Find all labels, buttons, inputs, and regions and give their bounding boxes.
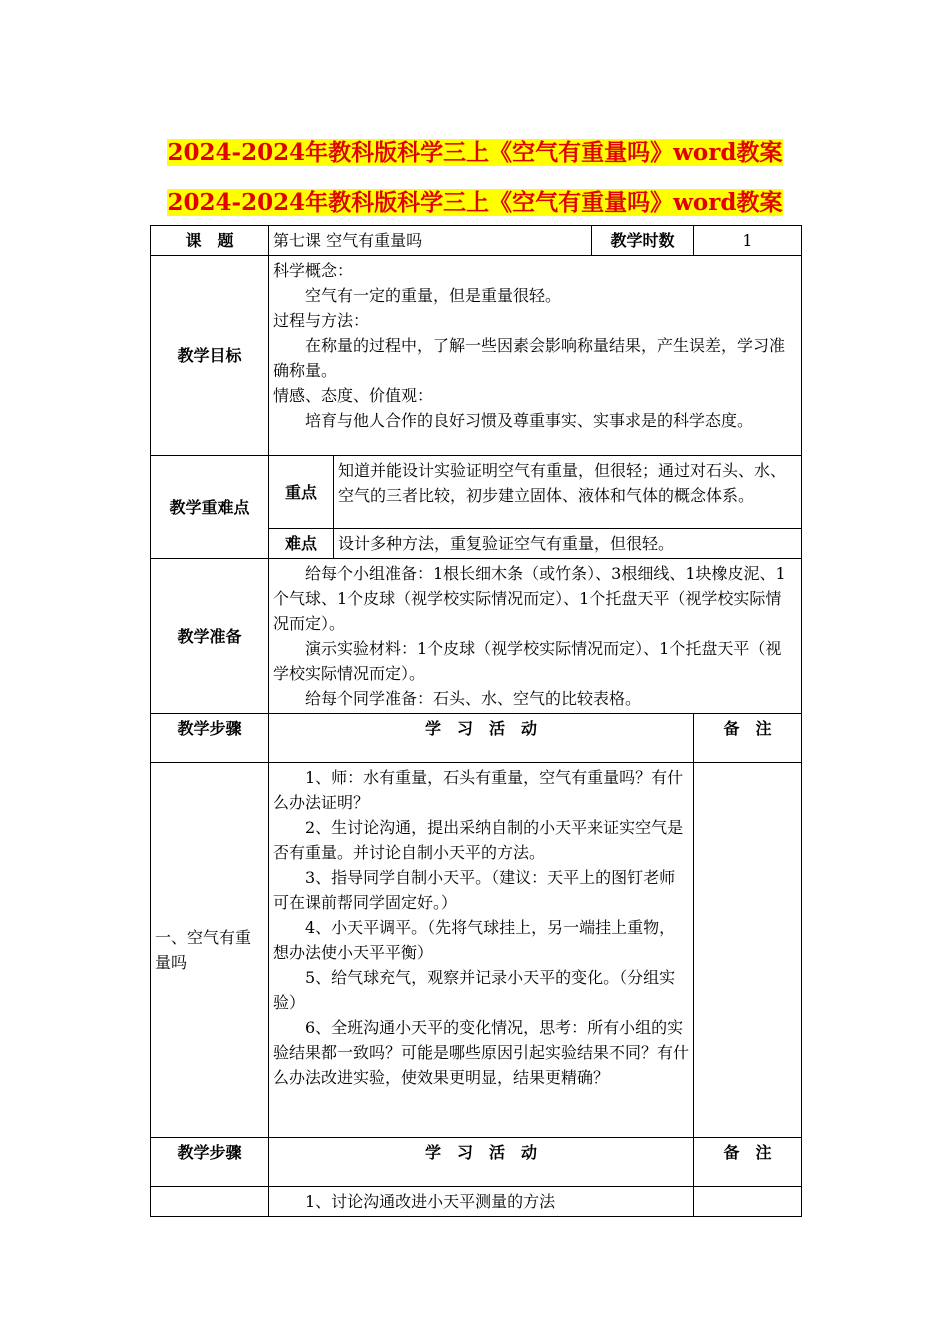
lesson-value: 第七课 空气有重量吗 <box>269 226 592 256</box>
document-title: 2024-2024年教科版科学三上《空气有重量吗》word教案 <box>167 139 783 166</box>
lesson-row <box>151 226 802 256</box>
lesson-label: 课 题 <box>151 226 269 256</box>
steps-header-row <box>151 714 802 763</box>
document-title-repeat: 2024-2024年教科版科学三上《空气有重量吗》word教案 <box>167 189 783 216</box>
activity-line: 4、小天平调平。（先将气球挂上，另一端挂上重物，想办法使小天平平衡） <box>273 918 676 962</box>
objective-line: 空气有一定的重量，但是重量很轻。 <box>305 286 562 305</box>
activity-line: 6、全班沟通小天平的变化情况，思考：所有小组的实验结果都一致吗？可能是哪些原因引起实验结果不同？有什么办法改进实验，使效果更明显，结果更精确？ <box>273 1018 690 1087</box>
objective-line: 情感、态度、价值观： <box>273 386 434 405</box>
preparation-line: 给每个同学准备：石头、水、空气的比较表格。 <box>305 689 642 708</box>
section2-note <box>694 1187 802 1217</box>
keypoint-row <box>151 456 802 529</box>
section2-content <box>269 1187 694 1217</box>
activity-line: 1、师：水有重量，石头有重量，空气有重量吗？有什么办法证明？ <box>273 768 684 812</box>
preparation-line: 给每个小组准备：1根长细木条（或竹条）、3根细线、1块橡皮泥、1个气球、1个皮球（视学校实际情况而定）、1个托盘天平（视学校实际情况而定）。 <box>273 564 786 633</box>
steps-label-2: 教学步骤 <box>151 1138 269 1187</box>
difficulty-text: 设计多种方法，重复验证空气有重量，但很轻。 <box>334 529 802 559</box>
activity-line: 5、给气球充气，观察并记录小天平的变化。（分组实验） <box>273 968 676 1012</box>
key-text: 知道并能设计实验证明空气有重量，但很轻；通过对石头、水、空气的三者比较，初步建立固体、液体和气体的概念体系。 <box>334 456 802 529</box>
difficulty-label: 难点 <box>269 529 334 559</box>
section1-content <box>269 763 694 1138</box>
section2-row <box>151 1187 802 1217</box>
preparation-label: 教学准备 <box>151 559 269 714</box>
objective-line: 科学概念： <box>273 261 354 280</box>
activity-line: 2、生讨论沟通，提出采纳自制的小天平来证实空气是否有重量。并讨论自制小天平的方法。 <box>273 818 684 862</box>
section2-label <box>151 1187 269 1217</box>
steps-header-row-2 <box>151 1138 802 1187</box>
objective-line: 过程与方法： <box>273 311 370 330</box>
preparation-line: 演示实验材料：1个皮球（视学校实际情况而定）、1个托盘天平（视学校实际情况而定）。 <box>273 639 782 683</box>
preparation-row <box>151 559 802 714</box>
preparation-content <box>269 559 802 714</box>
objective-line: 培育与他人合作的良好习惯及尊重事实、实事求是的科学态度。 <box>305 411 754 430</box>
objectives-content <box>269 256 802 456</box>
activity-line: 3、指导同学自制小天平。（建议：天平上的图钉老师可在课前帮同学固定好。） <box>273 868 676 912</box>
activity-line: 1、讨论沟通改进小天平测量的方法 <box>305 1192 556 1211</box>
lesson-plan-table <box>150 225 802 1217</box>
hours-value: 1 <box>694 226 802 256</box>
steps-label: 教学步骤 <box>151 714 269 763</box>
key-label: 重点 <box>269 456 334 529</box>
note-header-2: 备 注 <box>694 1138 802 1187</box>
keypoints-label: 教学重难点 <box>151 456 269 559</box>
objectives-label: 教学目标 <box>151 256 269 456</box>
objective-line: 在称量的过程中，了解一些因素会影响称量结果，产生误差，学习准确称量。 <box>273 336 786 380</box>
section1-note <box>694 763 802 1138</box>
section1-row <box>151 763 802 1138</box>
hours-label: 教学时数 <box>592 226 694 256</box>
activity-header-2: 学 习 活 动 <box>269 1138 694 1187</box>
objectives-row <box>151 256 802 456</box>
note-header: 备 注 <box>694 714 802 763</box>
activity-header: 学 习 活 动 <box>269 714 694 763</box>
section1-label: 一、空气有重量吗 <box>151 763 269 1138</box>
